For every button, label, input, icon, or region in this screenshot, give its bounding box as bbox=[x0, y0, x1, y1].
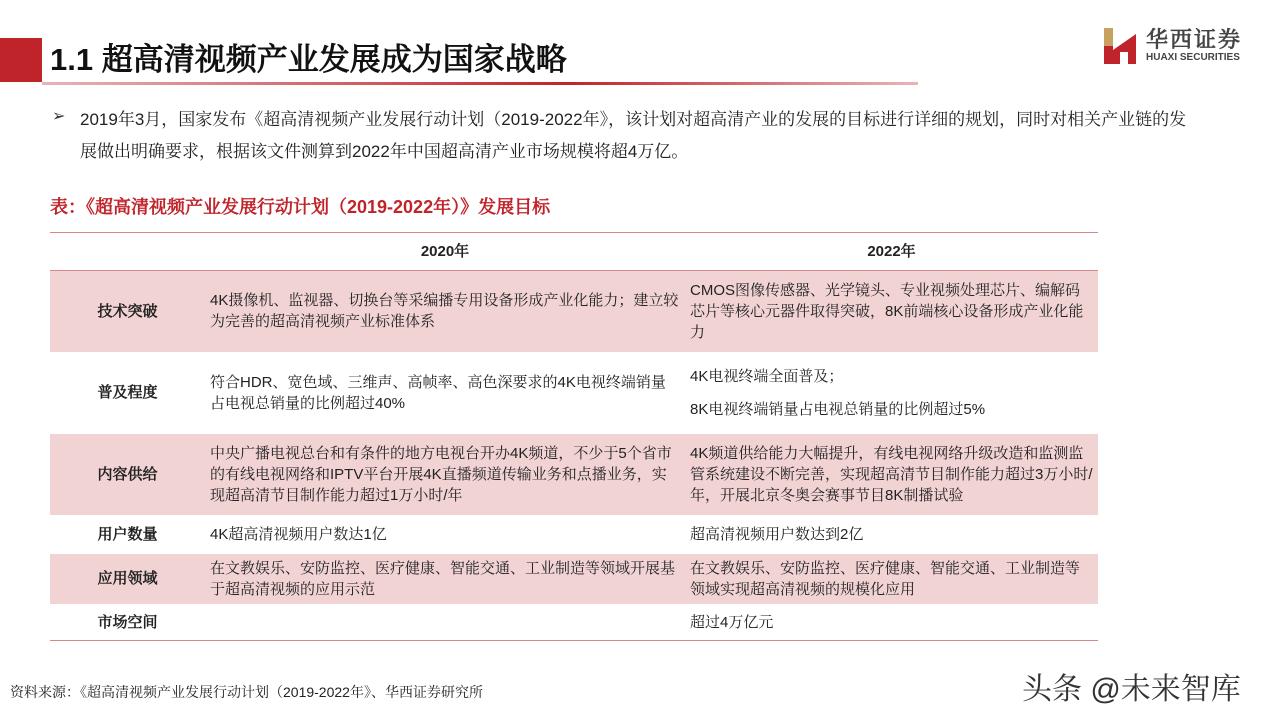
row-label: 应用领域 bbox=[50, 553, 205, 605]
table-row bbox=[50, 271, 1098, 353]
cell-2020: 4K超高清视频用户数达1亿 bbox=[205, 516, 685, 553]
intro-paragraph: 2019年3月，国家发布《超高清视频产业发展行动计划（2019-2022年》，该计划对超高清产业的发展的目标进行详细的规划，同时对相关产业链的发展做出明确要求，根据该文件测算到2022年中国超高清产业市场规模将超4万亿。 bbox=[80, 110, 1187, 161]
table-row bbox=[50, 516, 1098, 553]
header-2020: 2020年 bbox=[205, 233, 685, 271]
table-row bbox=[50, 433, 1098, 516]
row-label: 技术突破 bbox=[50, 271, 205, 353]
huaxi-logo-icon bbox=[1102, 26, 1138, 66]
cell-2022: 超高清视频用户数达到2亿 bbox=[685, 516, 1098, 553]
row-label: 用户数量 bbox=[50, 516, 205, 553]
watermark: 头条 @未来智库 bbox=[1022, 673, 1241, 706]
table-header-row bbox=[50, 233, 1098, 271]
cell-2022 bbox=[685, 353, 1098, 433]
cell-2022: CMOS图像传感器、光学镜头、专业视频处理芯片、编解码芯片等核心元器件取得突破，8K前端核心设备形成产业化能力 bbox=[685, 271, 1098, 353]
table-caption: 表：《超高清视频产业发展行动计划（2019-2022年）》发展目标 bbox=[50, 197, 551, 217]
cell-2020: 4K摄像机、监视器、切换台等采编播专用设备形成产业化能力；建立较为完善的超高清视频产业标准体系 bbox=[205, 271, 685, 353]
goals-table bbox=[50, 232, 1098, 641]
logo-name-en: HUAXI SECURITIES bbox=[1146, 52, 1240, 63]
cell-2022: 超过4万亿元 bbox=[685, 605, 1098, 641]
cell-2020: 在文教娱乐、安防监控、医疗健康、智能交通、工业制造等领域开展基于超高清视频的应用示范 bbox=[205, 553, 685, 605]
cell-2022: 4K频道供给能力大幅提升，有线电视网络升级改造和监测监管系统建设不断完善，实现超高清节目制作能力超过3万小时/年，开展北京冬奥会赛事节目8K制播试验 bbox=[685, 433, 1098, 516]
table-row bbox=[50, 605, 1098, 641]
table-row bbox=[50, 353, 1098, 433]
cell-2022-line2: 8K电视终端销量占电视总销量的比例超过5% bbox=[690, 400, 986, 418]
header-blank bbox=[50, 233, 205, 271]
row-label: 普及程度 bbox=[50, 353, 205, 433]
cell-2020: 中央广播电视总台和有条件的地方电视台开办4K频道，不少于5个省市的有线电视网络和IPTV平台开展4K直播频道传输业务和点播业务，实现超高清节目制作能力超过1万小时/年 bbox=[205, 433, 685, 516]
title-accent-block bbox=[0, 38, 42, 82]
row-label: 内容供给 bbox=[50, 433, 205, 516]
cell-2022: 在文教娱乐、安防监控、医疗健康、智能交通、工业制造等领域实现超高清视频的规模化应用 bbox=[685, 553, 1098, 605]
table-row bbox=[50, 553, 1098, 605]
title-underline bbox=[42, 82, 918, 85]
company-logo bbox=[1102, 26, 1242, 66]
cell-2022-line1: 4K电视终端全面普及； bbox=[690, 367, 844, 385]
page-title: 1.1 超高清视频产业发展成为国家战略 bbox=[50, 42, 567, 77]
cell-2020: 符合HDR、宽色域、三维声、高帧率、高色深要求的4K电视终端销量占电视总销量的比例超过40% bbox=[205, 353, 685, 433]
row-label: 市场空间 bbox=[50, 605, 205, 641]
cell-2020 bbox=[205, 605, 685, 641]
bullet-icon: ➢ bbox=[52, 108, 66, 125]
source-note: 资料来源：《超高清视频产业发展行动计划（2019-2022年》、华西证券研究所 bbox=[10, 684, 483, 700]
logo-name-cn: 华西证券 bbox=[1146, 27, 1243, 52]
header-2022: 2022年 bbox=[685, 233, 1098, 271]
